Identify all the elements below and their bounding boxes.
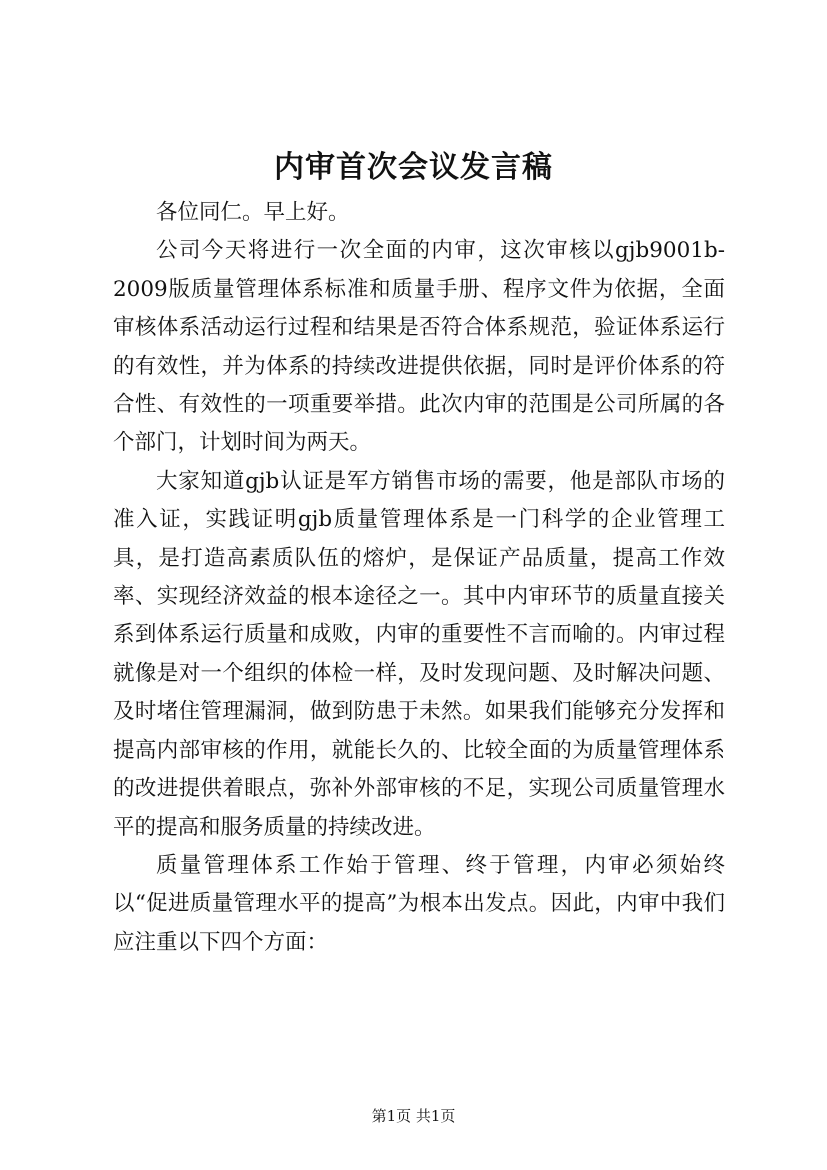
document-title: 内审首次会议发言稿 bbox=[274, 150, 553, 185]
document-body bbox=[113, 194, 725, 962]
page-footer: 第1页 共1页 bbox=[371, 1107, 456, 1125]
paragraph-greeting: 各位同仁。早上好。 bbox=[156, 200, 350, 225]
paragraph-audit-scope: 公司今天将进行一次全面的内审，这次审核以gjb9001b-2009版质量管理体系标准和质量手册、程序文件为依据，全面审核体系活动运行过程和结果是否符合体系规范，验证体系运行的有效性，并为体系的持续改进提供依据，同时是评价体系的符合性、有效性的一项重要举措。此次内审的范围是公司所属的各个部门，计划时间为两天。 bbox=[113, 238, 725, 456]
paragraph-focus: 质量管理体系工作始于管理、终于管理，内审必须始终以“促进质量管理水平的提高”为根本出发点。因此，内审中我们应注重以下四个方面： bbox=[113, 852, 725, 955]
paragraph-importance: 大家知道gjb认证是军方销售市场的需要，他是部队市场的准入证，实践证明gjb质量管理体系是一门科学的企业管理工具，是打造高素质队伍的熔炉，是保证产品质量，提高工作效率、实现经济效益的根本途径之一。其中内审环节的质量直接关系到体系运行质量和成败，内审的重要性不言而喻的。内审过程就像是对一个组织的体检一样，及时发现问题、及时解决问题、及时堵住管理漏洞，做到防患于未然。如果我们能够充分发挥和提高内部审核的作用，就能长久的、比较全面的为质量管理体系的改进提供着眼点，弥补外部审核的不足，实现公司质量管理水平的提高和服务质量的持续改进。 bbox=[113, 468, 725, 840]
